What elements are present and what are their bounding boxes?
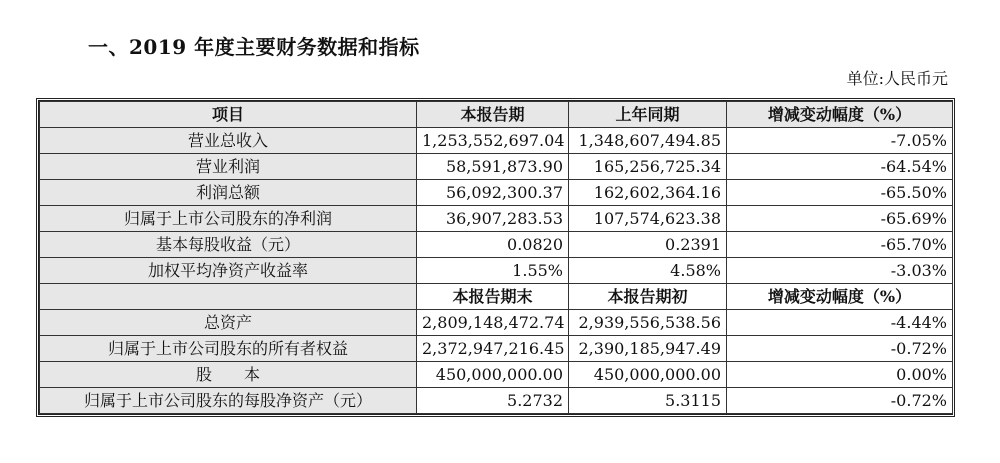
start-value: 450,000,000.00 <box>569 362 727 388</box>
row-label: 加权平均净资产收益率 <box>40 258 417 284</box>
table-row <box>40 310 953 336</box>
table-row <box>40 362 953 388</box>
prior-value: 107,574,623.38 <box>569 206 727 232</box>
change-value: -65.70% <box>727 232 953 258</box>
row-label: 营业总收入 <box>40 128 417 154</box>
change-value: -65.69% <box>727 206 953 232</box>
row-label: 总资产 <box>40 310 417 336</box>
row-label: 基本每股收益（元） <box>40 232 417 258</box>
section-heading: 一、2019 年度主要财务数据和指标 <box>88 35 420 59</box>
table-row <box>40 180 953 206</box>
unit-label: 单位:人民币元 <box>846 69 948 88</box>
subheader-period-start: 本报告期初 <box>569 284 727 310</box>
start-value: 5.3115 <box>569 388 727 414</box>
header-prior-period: 上年同期 <box>569 102 727 128</box>
table-row <box>40 154 953 180</box>
current-value: 58,591,873.90 <box>417 154 569 180</box>
subheader-blank <box>40 284 417 310</box>
prior-value: 1,348,607,494.85 <box>569 128 727 154</box>
current-value: 36,907,283.53 <box>417 206 569 232</box>
row-label: 股 本 <box>40 362 417 388</box>
change-value: -65.50% <box>727 180 953 206</box>
change-value: -3.03% <box>727 258 953 284</box>
end-value: 5.2732 <box>417 388 569 414</box>
change-value: -0.72% <box>727 336 953 362</box>
current-value: 1.55% <box>417 258 569 284</box>
change-value: -64.54% <box>727 154 953 180</box>
header-current-period: 本报告期 <box>417 102 569 128</box>
table-row <box>40 232 953 258</box>
change-value: 0.00% <box>727 362 953 388</box>
table-row <box>40 128 953 154</box>
change-value: -4.44% <box>727 310 953 336</box>
prior-value: 162,602,364.16 <box>569 180 727 206</box>
header-change-pct: 增减变动幅度（%） <box>727 102 953 128</box>
row-label: 利润总额 <box>40 180 417 206</box>
end-value: 2,809,148,472.74 <box>417 310 569 336</box>
row-label: 归属于上市公司股东的每股净资产（元） <box>40 388 417 414</box>
subheader-period-end: 本报告期末 <box>417 284 569 310</box>
current-value: 56,092,300.37 <box>417 180 569 206</box>
row-label: 归属于上市公司股东的所有者权益 <box>40 336 417 362</box>
row-label: 归属于上市公司股东的净利润 <box>40 206 417 232</box>
table-subheader-row <box>40 284 953 310</box>
prior-value: 0.2391 <box>569 232 727 258</box>
table-row <box>40 258 953 284</box>
current-value: 1,253,552,697.04 <box>417 128 569 154</box>
change-value: -7.05% <box>727 128 953 154</box>
header-item: 项目 <box>40 102 417 128</box>
end-value: 450,000,000.00 <box>417 362 569 388</box>
end-value: 2,372,947,216.45 <box>417 336 569 362</box>
start-value: 2,390,185,947.49 <box>569 336 727 362</box>
table-row <box>40 206 953 232</box>
prior-value: 165,256,725.34 <box>569 154 727 180</box>
table-row <box>40 336 953 362</box>
table-row <box>40 388 953 414</box>
prior-value: 4.58% <box>569 258 727 284</box>
table-header-row <box>40 102 953 128</box>
row-label: 营业利润 <box>40 154 417 180</box>
current-value: 0.0820 <box>417 232 569 258</box>
start-value: 2,939,556,538.56 <box>569 310 727 336</box>
financial-table <box>36 98 955 417</box>
change-value: -0.72% <box>727 388 953 414</box>
subheader-change-pct: 增减变动幅度（%） <box>727 284 953 310</box>
